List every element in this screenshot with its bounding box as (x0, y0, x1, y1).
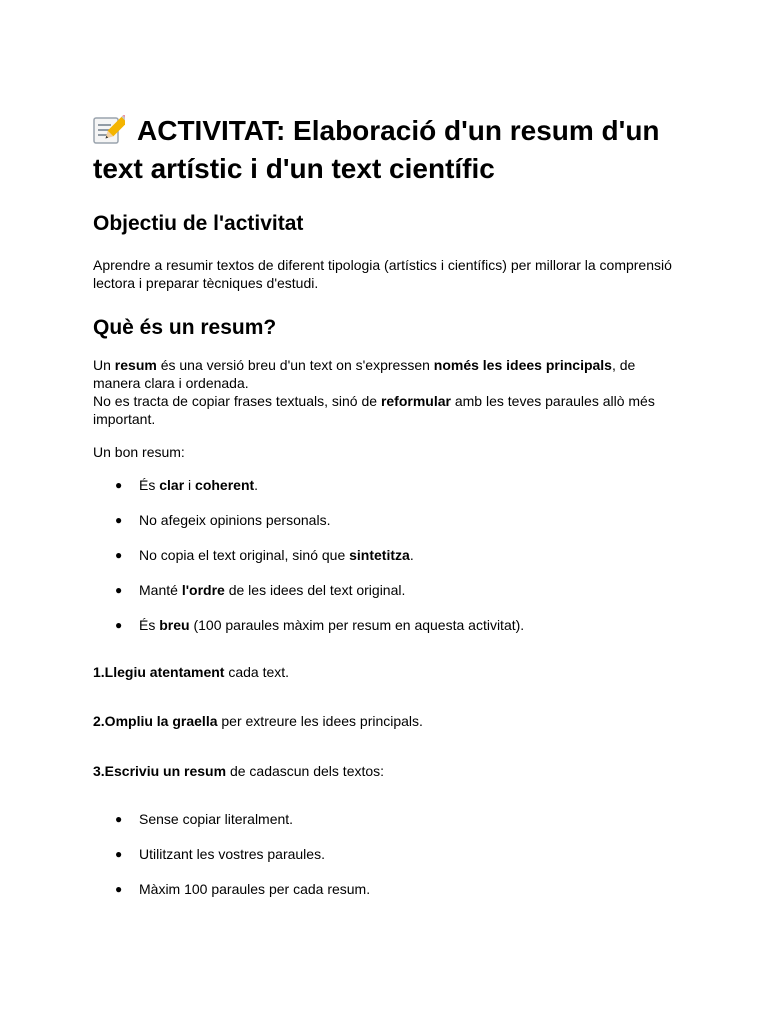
bullet-icon: ● (115, 882, 123, 896)
list-item: ● Utilitzant les vostres paraules. (115, 846, 325, 862)
bullet-icon: ● (115, 478, 123, 492)
what-heading: Què és un resum? (93, 316, 277, 339)
objective-text: Aprendre a resumir textos de diferent tipologia (artístics i científics) per millorar la comprensió lectora i preparar tècniques d'estudi. (93, 257, 672, 291)
good-summary-intro: Un bon resum: (93, 444, 185, 460)
list-item: ● Sense copiar literalment. (115, 811, 294, 827)
page-title-text: ACTIVITAT: Elaboració d'un resum d'un text artístic i d'un text científic (93, 115, 660, 184)
list-item: ● Màxim 100 paraules per cada resum. (115, 881, 371, 897)
bullet-icon: ● (115, 812, 123, 826)
document-page (93, 112, 683, 915)
bullet-icon: ● (115, 618, 123, 632)
step-1: 1.Llegiu atentament cada text. (93, 664, 290, 680)
page-title (93, 112, 683, 188)
list-item: ● Manté l'ordre de les idees del text original. (115, 582, 406, 598)
bullet-icon: ● (115, 847, 123, 861)
bullet-icon: ● (115, 548, 123, 562)
objective-heading: Objectiu de l'activitat (93, 212, 304, 235)
what-paragraph: Un resum és una versió breu d'un text on s'expressen només les idees principals, de manera clara i ordenada. No es tracta de copiar frases textuals, sinó de reformular amb les teves paraules allò més important. (93, 357, 655, 427)
list-item: ● No copia el text original, sinó que sintetitza. (115, 547, 414, 563)
bullet-icon: ● (115, 583, 123, 597)
good-summary-list (93, 476, 683, 634)
list-item: ● No afegeix opinions personals. (115, 512, 331, 528)
step-3: 3.Escriviu un resum de cadascun dels textos: (93, 763, 385, 779)
list-item: ● És clar i coherent. (115, 477, 259, 493)
bullet-icon: ● (115, 513, 123, 527)
memo-pencil-icon (93, 115, 127, 143)
list-item: ● És breu (100 paraules màxim per resum en aquesta activitat). (115, 617, 525, 633)
step-2: 2.Ompliu la graella per extreure les idees principals. (93, 713, 423, 729)
step3-list (93, 810, 683, 898)
